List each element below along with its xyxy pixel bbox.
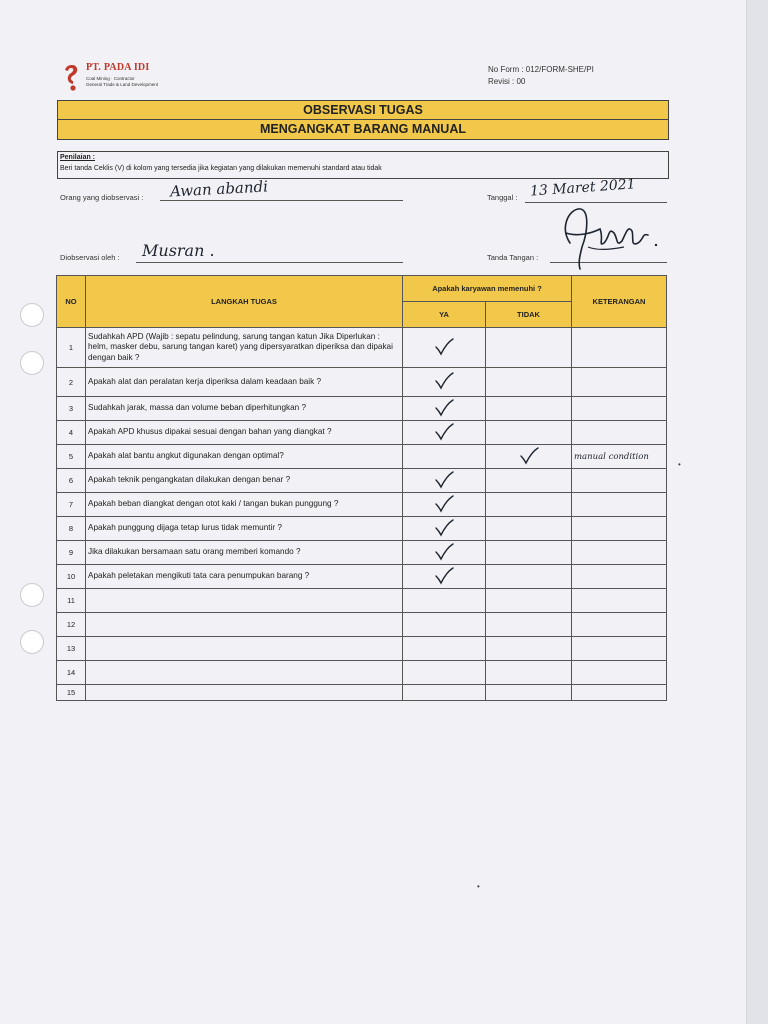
form-number: No Form : 012/FORM-SHE/PI <box>488 65 594 74</box>
task-text: Apakah beban diangkat dengan otot kaki / tangan bukan punggung ? <box>86 493 403 517</box>
task-text <box>86 685 403 701</box>
assessment-instructions <box>57 151 669 179</box>
no-cell[interactable] <box>486 368 572 397</box>
notes-cell[interactable] <box>572 565 667 589</box>
notes-cell[interactable] <box>572 469 667 493</box>
company-subtitle: General Trade & Land Development <box>86 82 159 87</box>
task-text: Jika dilakukan bersamaan satu orang memberi komando ? <box>86 541 403 565</box>
task-text: Apakah alat bantu angkut digunakan dengan optimal? <box>86 445 403 469</box>
yes-cell[interactable] <box>403 493 486 517</box>
yes-cell[interactable] <box>403 328 486 368</box>
no-cell[interactable] <box>486 565 572 589</box>
no-cell[interactable] <box>486 637 572 661</box>
observer-handwriting: Musran . <box>142 241 215 260</box>
check-mark-icon <box>434 372 454 392</box>
observed-person-label: Orang yang diobservasi : <box>60 193 144 202</box>
row-number: 11 <box>57 589 86 613</box>
no-cell[interactable] <box>486 493 572 517</box>
signature-image <box>558 203 664 273</box>
row-number: 8 <box>57 517 86 541</box>
company-subtitle: Coal Mining · Contractor <box>86 76 135 81</box>
yes-cell[interactable] <box>403 397 486 421</box>
check-mark-icon <box>434 543 454 563</box>
no-cell[interactable] <box>486 613 572 637</box>
notes-cell[interactable] <box>572 613 667 637</box>
table-row <box>57 589 667 613</box>
row-number: 13 <box>57 637 86 661</box>
title-box <box>57 100 669 140</box>
yes-cell[interactable] <box>403 637 486 661</box>
notes-cell[interactable] <box>572 541 667 565</box>
no-cell[interactable] <box>486 328 572 368</box>
notes-cell[interactable] <box>572 368 667 397</box>
table-row <box>57 445 667 469</box>
observed-person-handwriting: Awan abandi <box>169 177 269 201</box>
stray-mark: • <box>678 460 681 469</box>
yes-cell[interactable] <box>403 565 486 589</box>
no-cell[interactable] <box>486 661 572 685</box>
column-header-question: Apakah karyawan memenuhi ? <box>403 276 572 302</box>
yes-cell[interactable] <box>403 589 486 613</box>
check-mark-icon <box>434 519 454 539</box>
table-row <box>57 328 667 368</box>
check-mark-icon <box>434 423 454 443</box>
table-row <box>57 565 667 589</box>
company-logo <box>64 62 174 98</box>
table-row <box>57 469 667 493</box>
row-number: 1 <box>57 328 86 368</box>
no-cell[interactable] <box>486 445 572 469</box>
table-row <box>57 685 667 701</box>
punch-hole <box>20 303 44 327</box>
form-title: OBSERVASI TUGAS <box>58 101 668 120</box>
notes-cell[interactable] <box>572 517 667 541</box>
observer-label: Diobservasi oleh : <box>60 253 120 262</box>
yes-cell[interactable] <box>403 685 486 701</box>
no-cell[interactable] <box>486 685 572 701</box>
checklist-body <box>57 328 667 701</box>
table-row <box>57 368 667 397</box>
punch-hole <box>20 583 44 607</box>
column-header-task: LANGKAH TUGAS <box>86 276 403 328</box>
row-number: 4 <box>57 421 86 445</box>
notes-cell[interactable] <box>572 637 667 661</box>
row-number: 14 <box>57 661 86 685</box>
company-name: PT. PADA IDI <box>86 62 150 73</box>
task-text <box>86 661 403 685</box>
notes-cell[interactable] <box>572 589 667 613</box>
date-handwriting: 13 Maret 2021 <box>529 176 637 200</box>
column-header-no-answer: TIDAK <box>486 302 572 328</box>
check-mark-icon <box>434 567 454 587</box>
column-header-notes: KETERANGAN <box>572 276 667 328</box>
notes-cell[interactable] <box>572 661 667 685</box>
notes-cell[interactable] <box>572 493 667 517</box>
no-cell[interactable] <box>486 589 572 613</box>
form-subtitle: MENGANGKAT BARANG MANUAL <box>260 122 466 136</box>
column-header-no: NO <box>57 276 86 328</box>
signature-label: Tanda Tangan : <box>487 253 539 262</box>
row-number: 2 <box>57 368 86 397</box>
table-row <box>57 541 667 565</box>
row-number: 7 <box>57 493 86 517</box>
row-number: 6 <box>57 469 86 493</box>
task-text: Apakah teknik pengangkatan dilakukan dengan benar ? <box>86 469 403 493</box>
task-text <box>86 589 403 613</box>
scan-edge <box>746 0 768 1024</box>
no-cell[interactable] <box>486 397 572 421</box>
date-label: Tanggal : <box>487 193 518 202</box>
assessment-text: Beri tanda Ceklis (V) di kolom yang tersedia jika kegiatan yang dilakukan memenuhi standard atau tidak <box>60 165 382 172</box>
table-row <box>57 637 667 661</box>
column-header-yes: YA <box>403 302 486 328</box>
yes-cell[interactable] <box>403 469 486 493</box>
yes-cell[interactable] <box>403 517 486 541</box>
task-text: Apakah punggung dijaga tetap lurus tidak memuntir ? <box>86 517 403 541</box>
task-text <box>86 613 403 637</box>
check-mark-icon <box>434 399 454 419</box>
notes-cell[interactable] <box>572 328 667 368</box>
no-cell[interactable] <box>486 541 572 565</box>
notes-cell[interactable] <box>572 421 667 445</box>
yes-cell[interactable] <box>403 541 486 565</box>
task-text: Apakah APD khusus dipakai sesuai dengan bahan yang diangkat ? <box>86 421 403 445</box>
check-mark-icon <box>434 338 454 358</box>
punch-hole <box>20 351 44 375</box>
task-text <box>86 637 403 661</box>
task-text: Sudahkah APD (Wajib : sepatu pelindung, sarung tangan katun Jika Diperlukan : helm, masker debu, sarung tangan karet) yang dipersyaratkan diperiksa dan dipakai dengan baik ? <box>86 328 403 368</box>
revision-number: Revisi : 00 <box>488 77 526 86</box>
table-row <box>57 613 667 637</box>
check-mark-icon <box>434 495 454 515</box>
table-row <box>57 493 667 517</box>
row-number: 15 <box>57 685 86 701</box>
row-number: 12 <box>57 613 86 637</box>
assessment-label: Penilaian : <box>60 154 96 161</box>
table-row <box>57 421 667 445</box>
notes-cell[interactable] <box>572 685 667 701</box>
yes-cell[interactable] <box>403 368 486 397</box>
check-mark-icon <box>519 447 539 467</box>
no-cell[interactable] <box>486 469 572 493</box>
table-row <box>57 661 667 685</box>
no-cell[interactable] <box>486 517 572 541</box>
observer-line <box>136 262 403 263</box>
punch-hole <box>20 630 44 654</box>
row-number: 3 <box>57 397 86 421</box>
notes-cell[interactable] <box>572 397 667 421</box>
company-logo-icon <box>64 64 80 92</box>
checklist-table <box>56 275 667 701</box>
row-number: 10 <box>57 565 86 589</box>
notes-cell[interactable]: manual condition <box>572 445 667 469</box>
check-mark-icon <box>434 471 454 491</box>
no-cell[interactable] <box>486 421 572 445</box>
yes-cell[interactable] <box>403 661 486 685</box>
row-number: 9 <box>57 541 86 565</box>
observed-person-line <box>160 200 403 201</box>
table-row <box>57 397 667 421</box>
task-text: Sudahkah jarak, massa dan volume beban diperhitungkan ? <box>86 397 403 421</box>
table-row <box>57 517 667 541</box>
stray-mark: • <box>477 882 480 891</box>
yes-cell[interactable] <box>403 613 486 637</box>
form-number-block <box>488 64 594 88</box>
task-text: Apakah peletakan mengikuti tata cara penumpukan barang ? <box>86 565 403 589</box>
task-text: Apakah alat dan peralatan kerja diperiksa dalam keadaan baik ? <box>86 368 403 397</box>
yes-cell[interactable] <box>403 445 486 469</box>
yes-cell[interactable] <box>403 421 486 445</box>
row-number: 5 <box>57 445 86 469</box>
